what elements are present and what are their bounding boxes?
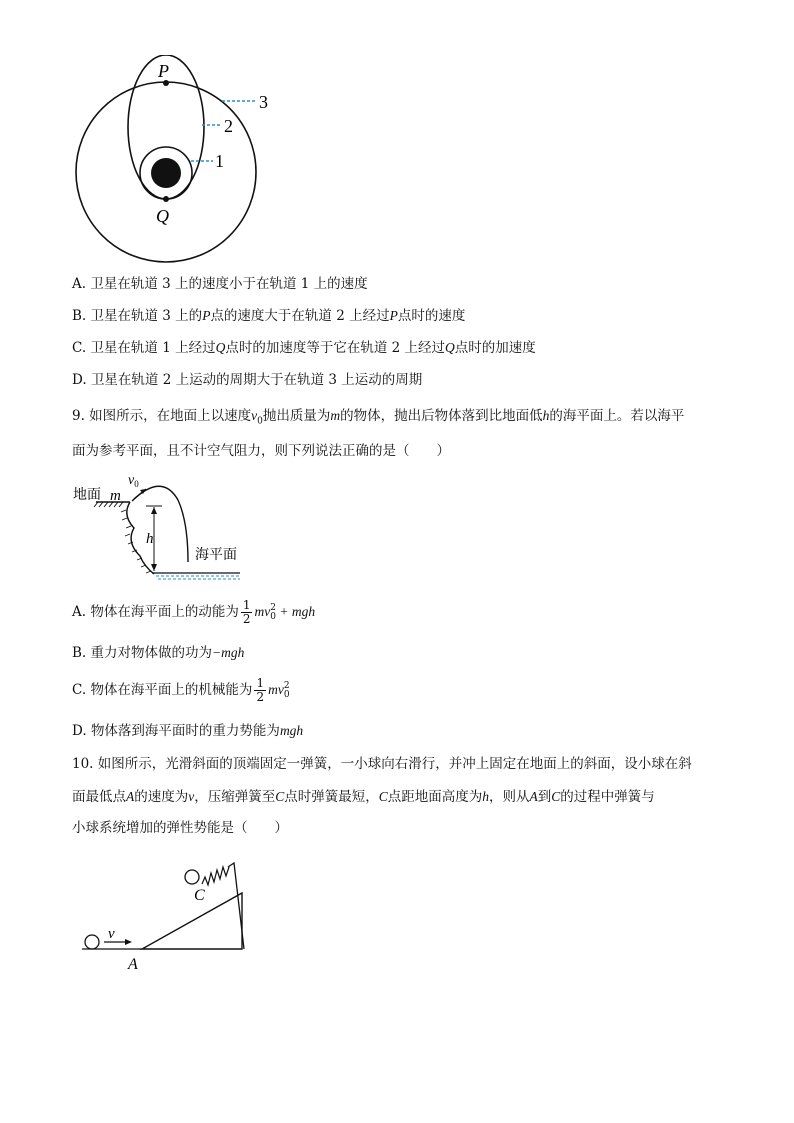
velocity-arrowhead (125, 939, 132, 945)
q10-stem-line2 (72, 787, 655, 807)
q9-option-c-den: 2 (256, 690, 265, 704)
label-1: 1 (215, 151, 224, 171)
h-arrow-bottom (151, 564, 157, 571)
q8-option-c-prefix: C. (72, 340, 87, 356)
q9-v0-sub: 0 (257, 416, 263, 427)
q10-c: C (275, 789, 285, 804)
label-ground: 地面 (73, 487, 101, 503)
q9-option-c-text: 物体在海平面上的机械能为 (90, 682, 253, 698)
incline (142, 893, 242, 949)
cliff-diagram (70, 470, 250, 585)
q10-stem-2a: 面最低点 (72, 789, 126, 805)
q10-stem-1: 10. 如图所示，光滑斜面的顶端固定一弹簧，一小球向右滑行，并冲上固定在地面上的斜面，设小球在斜 (72, 756, 692, 772)
label-2: 2 (224, 116, 233, 136)
q10-stem-2g: 到 (537, 789, 552, 805)
q9-option-a-frac (241, 599, 253, 626)
q9-option-b (72, 643, 244, 663)
point-q (163, 196, 169, 202)
q10-stem-line1 (72, 754, 692, 774)
q9-stem-1a: 9. 如图所示，在地面上以速度 (72, 408, 252, 424)
orbit-diagram (60, 55, 290, 265)
q9-option-d-expr: mgh (279, 723, 304, 738)
q9-option-a-prefix: A. (72, 604, 87, 620)
q9-option-a-expr-a: mv (254, 604, 271, 619)
q9-option-a-expr-b: + mgh (275, 604, 316, 619)
q8-option-d (72, 370, 422, 390)
q9-option-c (72, 674, 290, 706)
q9-option-d (72, 721, 303, 741)
q9-stem-1b: 抛出质量为 (262, 408, 331, 424)
q9-stem-1d: 的海平面上。若以海平 (549, 408, 685, 424)
q9-h: h (542, 408, 550, 423)
q10-c3: C (551, 789, 561, 804)
ball-start (85, 935, 99, 949)
q9-option-d-text: 物体落到海平面时的重力势能为 (90, 723, 280, 739)
q8-option-d-text: 卫星在轨道 2 上运动的周期大于在轨道 3 上运动的周期 (90, 372, 423, 388)
q8-option-b-v1: P (202, 308, 211, 323)
q8-option-b-t3: 点时的速度 (397, 308, 466, 324)
label-a: A (128, 956, 138, 973)
label-h: h (146, 531, 154, 547)
label-m: m (110, 488, 121, 504)
q8-option-c-t1: 卫星在轨道 1 上经过 (90, 340, 216, 356)
q9-option-c-num: 1 (256, 676, 265, 690)
q8-option-c-v2: Q (445, 340, 455, 355)
q8-option-b-t1: 卫星在轨道 3 上的 (90, 308, 203, 324)
q10-a2: A (529, 789, 538, 804)
label-v0-main: v (128, 473, 135, 488)
q9-option-b-text: 重力对物体做的功为 (90, 645, 213, 661)
q9-stem-2: 面为参考平面，且不计空气阻力，则下列说法正确的是（ ） (72, 443, 450, 459)
incline-diagram (78, 855, 258, 980)
q10-stem-2e: 点距地面高度为 (387, 789, 483, 805)
planet (151, 158, 181, 188)
q9-option-b-prefix: B. (72, 645, 87, 661)
q10-c2: C (378, 789, 388, 804)
q9-option-a-den: 2 (242, 612, 251, 626)
q9-option-a-sup: 2 (270, 602, 276, 613)
q9-option-a-text: 物体在海平面上的动能为 (90, 604, 239, 620)
q9-option-c-prefix: C. (72, 682, 87, 698)
q9-stem-line1 (72, 406, 684, 432)
q9-option-d-prefix: D. (72, 723, 87, 739)
ball-c (185, 870, 199, 884)
q8-option-d-prefix: D. (72, 372, 87, 388)
label-q: Q (156, 206, 169, 226)
q9-option-a-sub: 0 (270, 611, 276, 622)
label-c: C (194, 887, 205, 904)
spring (202, 867, 229, 885)
trajectory (132, 486, 188, 562)
q8-option-c-t2: 点时的加速度等于它在轨道 2 上经过 (225, 340, 446, 356)
label-v0-sub: 0 (134, 479, 139, 489)
label-p: P (158, 61, 169, 81)
label-sea: 海平面 (195, 547, 237, 563)
q9-option-c-sup: 2 (283, 680, 290, 691)
q9-option-c-expr-a: mv (268, 682, 284, 697)
q10-a: A (126, 789, 135, 804)
q8-option-b (72, 306, 465, 326)
q8-option-b-prefix: B. (72, 308, 87, 324)
q9-option-c-sub: 0 (283, 689, 290, 700)
q9-stem-1c: 的物体，抛出后物体落到比地面低 (340, 408, 543, 424)
q10-stem-2h: 的过程中弹簧与 (560, 789, 655, 805)
q10-stem-2b: 的速度为 (134, 789, 189, 805)
q10-stem-2d: 点时弹簧最短， (284, 789, 379, 805)
q10-stem-2f: ，则从 (489, 789, 530, 805)
q8-option-a-text: 卫星在轨道 3 上的速度小于在轨道 1 上的速度 (90, 276, 368, 292)
q9-option-a-num: 1 (242, 598, 251, 612)
q9-v0: v (251, 408, 258, 423)
q8-option-a (72, 274, 368, 294)
q10-stem-line3 (72, 818, 288, 838)
q8-option-c-t3: 点时的加速度 (454, 340, 536, 356)
q10-v: v (188, 789, 195, 804)
q8-option-b-t2: 点的速度大于在轨道 2 上经过 (210, 308, 390, 324)
q10-stem-2c: ，压缩弹簧至 (194, 789, 276, 805)
q10-stem-3: 小球系统增加的弹性势能是（ ） (72, 820, 288, 836)
q8-option-b-v2: P (389, 308, 398, 323)
q9-option-a (72, 596, 315, 628)
q8-option-a-prefix: A. (72, 276, 87, 292)
q9-option-b-expr: −mgh (212, 645, 245, 660)
q8-option-c-v1: Q (215, 340, 226, 355)
label-v0 (128, 473, 139, 489)
q9-option-c-frac (254, 677, 266, 704)
sea-waves (156, 576, 240, 579)
q8-option-c (72, 338, 536, 358)
label-3: 3 (259, 92, 268, 112)
label-v: v (108, 926, 115, 942)
q9-stem-line2 (72, 441, 450, 461)
h-arrow-top (151, 507, 157, 514)
q10-h: h (482, 789, 490, 804)
q9-m: m (330, 408, 341, 423)
